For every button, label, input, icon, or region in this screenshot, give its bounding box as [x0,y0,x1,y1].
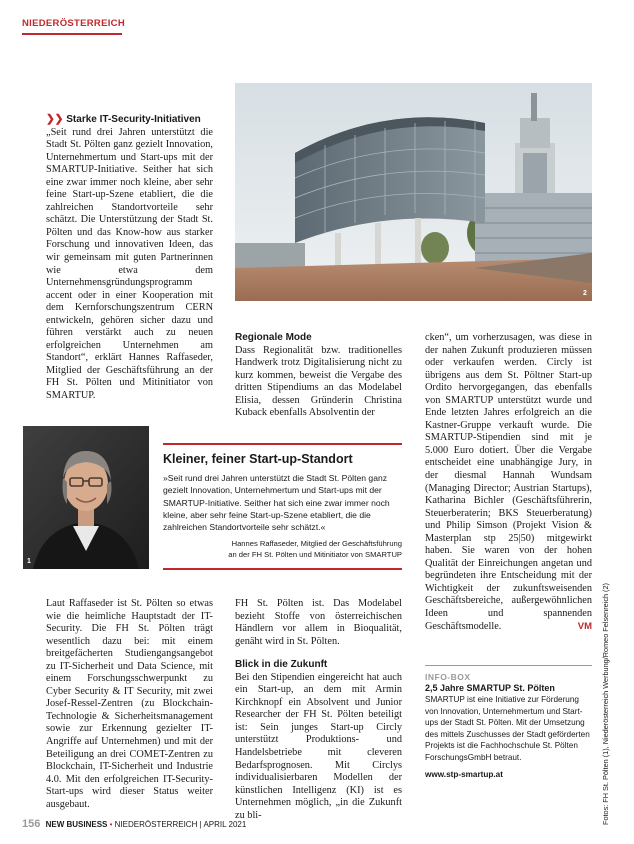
column-2-top [235,332,402,420]
column-1-top [46,114,213,403]
column-2-bottom [235,598,402,822]
quote-bottom-rule [163,568,402,570]
quote-attribution [163,539,402,560]
paragraph-regional-fashion: Dass Regionalität bzw. traditionelles Handwerk trotz Digitalisierung nicht zu kurz kommen, beweist die Vergabe des dritten Stipendiums an das Modelabel Elisia, dessen Gründerin Christina Kuback ebenfalls Absolventin der [235,344,402,419]
portrait-photo [23,426,149,569]
subheading-it-security: Starke IT-Security-Initiativen [66,114,201,125]
quote-top-rule [163,443,402,445]
paragraph-jury: cken“, um vorherzusagen, was diese in der nahen Zukunft produzieren müssen oder verkaufen werden. Circly ist übrigens aus dem St. Pöltner Start-up Ordito hervorgegangen, das ebenfalls von SMARTUP unterstützt wurde und Ende letzten Jahres erfolgreich an die Kastner-Gruppe verkauft wurde. Die SMARTUP-Stipendien sind mit je 5.000 Euro dotiert. Über die Vergabe entscheidet eine unabhängige Jury, in der diesmal Hannah Wundsam (Managing Director; Austrian Startups), Katharina Bichler (Geschäftsführerin, Steuerberaterin; BKS Steuerberatung) und Philip Simson (Projekt Vision & Masterplan stp 25|50) mitgewirkt haben. Sie waren von der hohen Qualität der Einreichungen angetan und begründeten ihre Entscheidung mit der Wichtigkeit der zukunftsweisenden Geschäftsbereiche, außergewöhnlichen Ideen und spannenden Geschäftsmodelle. VM [425,332,592,632]
section-rule [22,33,122,35]
photo-number-2: 2 [583,290,587,297]
info-box-title: 2,5 Jahre SMARTUP St. Pölten [425,683,555,693]
paragraph-it-capital: Laut Raffaseder ist St. Pölten so etwas wie die heimliche Hauptstadt der IT-Security. Die FH St. Pölten trägt wesentlich dazu bei: mit einem breitgefächerten Studiengangsangebot zu IT-Sicherheit und Data Science, mit einem Forschungsschwerpunkt zu Cyber Security & IT Security, mit zwei Josef-Ressel-Zentren (zu Blockchain-Technologie & Sicherheitsmanagement sowie zur Erkennung gezielter IT-Angriffe auf Unternehmen) und mit der Beteiligung an drei COMET-Zentren zu Blockchain, IT-Sicherheit und Industrie 4.0. Mit den erfolgreichen IT-Security-Start-ups wird dieser Status weiter ausgebaut. [46,598,213,810]
section-tag: NIEDERÖSTERREICH [22,18,125,29]
footer-section: NIEDERÖSTERREICH [114,820,198,829]
quote-text: »Seit rund drei Jahren unterstützt die Stadt St. Pölten ganz gezielt Innovation, Unternehmertum und Start-ups mit der SMARTUP-Initiative. Seither hat sich eine zwar immer noch kleine, aber sehr feine Start-up-Szene etabliert, die die zahlreichen Standortvorteile sehr schätzt.« [163,473,390,533]
magazine-name: NEW BUSINESS [45,820,108,829]
page-number: 156 [22,818,41,830]
info-box-rule [425,665,592,666]
quote-title: Kleiner, feiner Start-up-Standort [163,452,353,466]
quote-attribution-line-2: an der FH St. Pölten und Mitinitiator von SMARTUP [228,549,402,559]
author-signature: VM [577,620,592,632]
subheading-future: Blick in die Zukunft [235,659,328,671]
info-box-label: INFO-BOX [425,672,471,682]
photo-credit: Fotos: FH St. Pölten (1), Niederösterreich Werbung/Romeo Felsenreich (2) [601,583,610,825]
paragraph-future: Bei den Stipendien eingereicht hat auch ein Start-up, an dem mit Armin Kirchknopf ein Absolvent und Junior Researcher der FH St. Pölten beteiligt ist: Sein junges Start-up Circly unterstützt Produktions- und Handelsbetriebe mit cleveren Bedarfsprognosen. Mit Circlys individualisierbaren Modellen der künstlichen Intelligenz (KI) ist es Unternehmen möglich, „in die Zukunft zu bli- [235,671,402,821]
quote-attribution-line-1: Hannes Raffaseder, Mitglied der Geschäftsführung [231,539,402,548]
photo-number-1: 1 [27,558,31,565]
page-footer [22,818,246,830]
paragraph-it-security: „Seit rund drei Jahren unterstützt die Stadt St. Pölten ganz gezielt Innovation, Unternehmertum und Start-ups mit der SMARTUP-Initiative. Seither hat sich eine zwar immer noch kleine, aber sehr feine Start-up-Szene etabliert, die die zahlreichen Standortvorteile sehr schätzt. Die Unterstützung der Stadt St. Pölten und das Know-how aus starker Forschung und innovativen Ideen, das wir gemeinsam mit guten Partnerinnen wie etwa dem Unternehmensgründungsprogramm accent oder in einer Kooperation mit dem Kernforschungszentrum CERN entwickeln, gehören sicher dazu und führen verstärkt auch zu neuen erfolgreichen Unternehmen am Standort“, erklärt Hannes Raffaseder, Mitglied der Geschäftsführung an der FH St. Pölten und Mitinitiator von SMARTUP. [46,126,213,402]
info-box [425,665,592,779]
chevron-right-icon: ❯❯ [46,114,64,125]
subheading-regional-fashion: Regionale Mode [235,332,312,343]
paragraph-fashion-continued: FH St. Pölten ist. Das Modelabel bezieht Stoffe von österreichischen Händlern vor allem in Bioqualität, genäht wird in St. Pölten. [235,598,402,647]
column-3-top [425,332,592,633]
info-box-url-link[interactable]: www.stp-smartup.at [425,769,503,779]
footer-issue: | APRIL 2021 [199,820,247,829]
building-photo [235,83,592,301]
footer-bullet: • [109,820,113,829]
column-1-bottom [46,598,213,811]
info-box-text: SMARTUP ist eine Initiative zur Förderung von Innovation, Unternehmertum und Start-ups der Stadt St. Pölten. Mit der Umsetzung des mittels Zuschusses der Stadt geförderten Projekts ist die Fachhochschule St. Pölten ForschungsGmbH betraut. [425,695,590,762]
